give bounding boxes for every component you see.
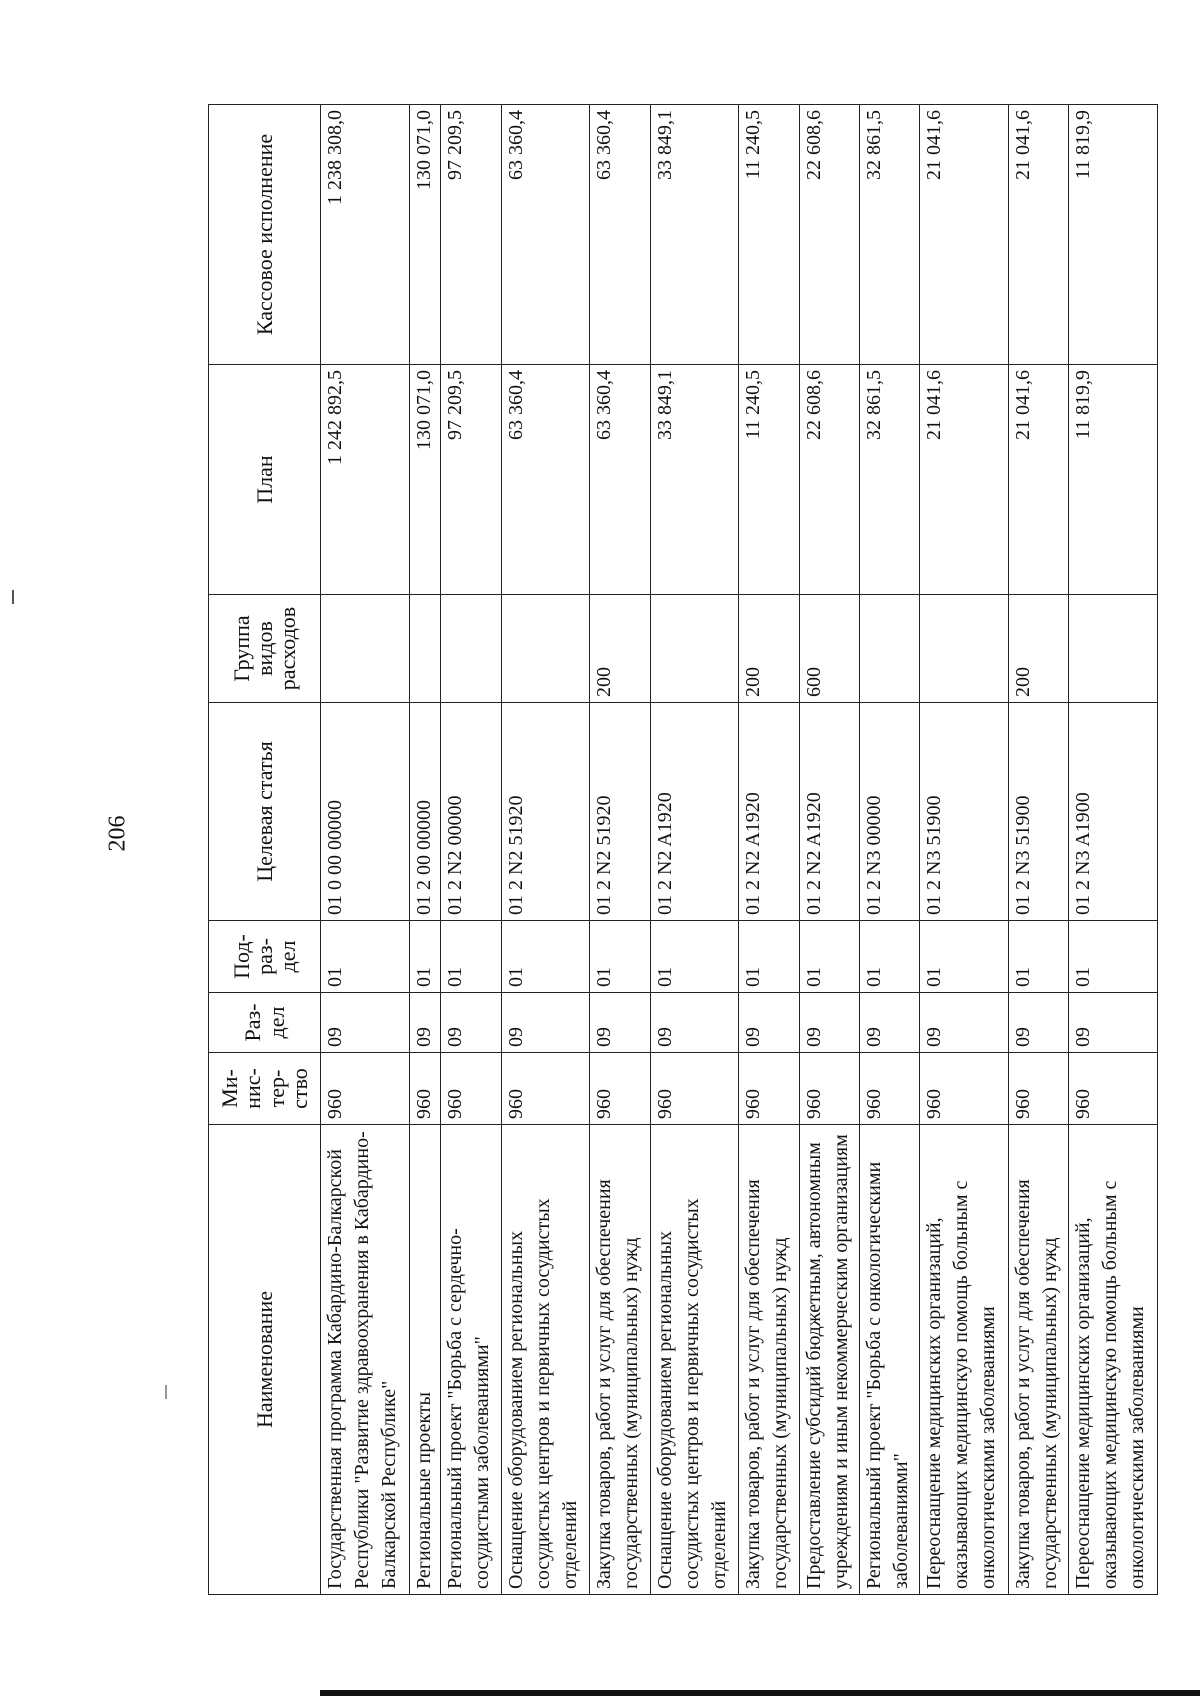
cell-group: 200 [1008,595,1068,703]
cell-subsection: 01 [1008,921,1068,993]
header-section: Раз-дел [209,993,321,1053]
budget-table [208,104,1158,1595]
cell-group: 200 [739,595,799,703]
cell-plan: 63 360,4 [590,365,650,595]
cell-name: Закупка товаров, работ и услуг для обеспечения государственных (муниципальных) нужд [739,1125,799,1595]
cell-execution: 32 861,5 [859,105,919,365]
budget-table-container [208,105,1158,1595]
cell-group [409,595,441,703]
cell-section: 09 [441,993,501,1053]
cell-execution: 63 360,4 [590,105,650,365]
cell-group [321,595,410,703]
cell-execution: 22 608,6 [799,105,859,365]
table-row [441,105,501,1595]
cell-plan: 63 360,4 [501,365,590,595]
cell-section: 09 [321,993,410,1053]
cell-execution: 21 041,6 [920,105,1009,365]
page-number: 206 [104,815,131,852]
cell-section: 09 [799,993,859,1053]
cell-ministry: 960 [590,1053,650,1125]
cell-target: 01 2 00 00000 [409,703,441,921]
cell-plan: 33 849,1 [650,365,739,595]
cell-subsection: 01 [441,921,501,993]
cell-name: Предоставление субсидий бюджетным, автономным учреждениям и иным некоммерческим организациям [799,1125,859,1595]
cell-ministry: 960 [920,1053,1009,1125]
cell-target: 01 0 00 00000 [321,703,410,921]
cell-target: 01 2 N2 51920 [501,703,590,921]
cell-ministry: 960 [650,1053,739,1125]
cell-plan: 32 861,5 [859,365,919,595]
cell-execution: 97 209,5 [441,105,501,365]
cell-ministry: 960 [739,1053,799,1125]
cell-name: Оснащение оборудованием региональных сосудистых центров и первичных сосудистых отделений [501,1125,590,1595]
table-row [920,105,1009,1595]
cell-subsection: 01 [650,921,739,993]
scan-mark [12,590,14,604]
cell-section: 09 [1069,993,1158,1053]
cell-ministry: 960 [321,1053,410,1125]
cell-plan: 21 041,6 [1008,365,1068,595]
cell-group: 200 [590,595,650,703]
header-plan: План [209,365,321,595]
table-row [739,105,799,1595]
cell-execution: 33 849,1 [650,105,739,365]
table-row [590,105,650,1595]
cell-subsection: 01 [920,921,1009,993]
cell-subsection: 01 [501,921,590,993]
cell-group [501,595,590,703]
cell-plan: 97 209,5 [441,365,501,595]
cell-name: Переоснащение медицинских организаций, оказывающих медицинскую помощь больным с онкологическими заболеваниями [1069,1125,1158,1595]
header-group: Группа видов расходов [209,595,321,703]
cell-name: Региональный проект "Борьба с онкологическими заболеваниями" [859,1125,919,1595]
table-row [1008,105,1068,1595]
cell-subsection: 01 [859,921,919,993]
cell-group [859,595,919,703]
cell-ministry: 960 [501,1053,590,1125]
table-row [1069,105,1158,1595]
cell-plan: 1 242 892,5 [321,365,410,595]
cell-target: 01 2 N3 00000 [859,703,919,921]
cell-name: Региональный проект "Борьба с сердечно-сосудистыми заболеваниями" [441,1125,501,1595]
cell-section: 09 [650,993,739,1053]
header-ministry: Ми-нис-тер-ство [209,1053,321,1125]
header-target: Целевая статья [209,703,321,921]
header-subsection: Под-раз-дел [209,921,321,993]
cell-name: Переоснащение медицинских организаций, оказывающих медицинскую помощь больным с онкологическими заболеваниями [920,1125,1009,1595]
cell-plan: 11 240,5 [739,365,799,595]
cell-section: 09 [501,993,590,1053]
cell-target: 01 2 N2 A1920 [650,703,739,921]
cell-name: Государственная программа Кабардино-Балкарской Республики "Развитие здравоохранения в Кабардино-Балкарской Республике" [321,1125,410,1595]
cell-target: 01 2 N2 A1920 [739,703,799,921]
cell-ministry: 960 [1008,1053,1068,1125]
cell-name: Закупка товаров, работ и услуг для обеспечения государственных (муниципальных) нужд [590,1125,650,1595]
cell-group [441,595,501,703]
table-row [799,105,859,1595]
header-name: Наименование [209,1125,321,1595]
cell-section: 09 [739,993,799,1053]
cell-target: 01 2 N3 51900 [1008,703,1068,921]
cell-ministry: 960 [799,1053,859,1125]
cell-subsection: 01 [590,921,650,993]
cell-group [1069,595,1158,703]
table-row [321,105,410,1595]
cell-execution: 11 240,5 [739,105,799,365]
table-row [501,105,590,1595]
cell-section: 09 [590,993,650,1053]
table-row [859,105,919,1595]
cell-execution: 11 819,9 [1069,105,1158,365]
cell-ministry: 960 [409,1053,441,1125]
cell-name: Закупка товаров, работ и услуг для обеспечения государственных (муниципальных) нужд [1008,1125,1068,1595]
cell-section: 09 [859,993,919,1053]
cell-section: 09 [1008,993,1068,1053]
cell-execution: 1 238 308,0 [321,105,410,365]
cell-target: 01 2 N2 A1920 [799,703,859,921]
cell-subsection: 01 [739,921,799,993]
cell-execution: 21 041,6 [1008,105,1068,365]
cell-group: 600 [799,595,859,703]
cell-subsection: 01 [799,921,859,993]
cell-target: 01 2 N2 51920 [590,703,650,921]
cell-group [920,595,1009,703]
cell-section: 09 [409,993,441,1053]
table-row [650,105,739,1595]
cell-execution: 130 071,0 [409,105,441,365]
cell-execution: 63 360,4 [501,105,590,365]
cell-plan: 11 819,9 [1069,365,1158,595]
cell-target: 01 2 N3 51900 [920,703,1009,921]
cell-name: Региональные проекты [409,1125,441,1595]
cell-ministry: 960 [1069,1053,1158,1125]
table-body [321,105,1158,1595]
cell-subsection: 01 [321,921,410,993]
table-row [409,105,441,1595]
table-header-row [209,105,321,1595]
cell-target: 01 2 N2 00000 [441,703,501,921]
cell-section: 09 [920,993,1009,1053]
cell-ministry: 960 [441,1053,501,1125]
cell-subsection: 01 [409,921,441,993]
cell-name: Оснащение оборудованием региональных сосудистых центров и первичных сосудистых отделений [650,1125,739,1595]
cell-plan: 130 071,0 [409,365,441,595]
cell-target: 01 2 N3 A1900 [1069,703,1158,921]
cell-ministry: 960 [859,1053,919,1125]
cell-group [650,595,739,703]
header-execution: Кассовое исполнение [209,105,321,365]
scan-border [320,1690,1200,1696]
scan-mark [165,1385,167,1399]
cell-plan: 22 608,6 [799,365,859,595]
cell-subsection: 01 [1069,921,1158,993]
cell-plan: 21 041,6 [920,365,1009,595]
